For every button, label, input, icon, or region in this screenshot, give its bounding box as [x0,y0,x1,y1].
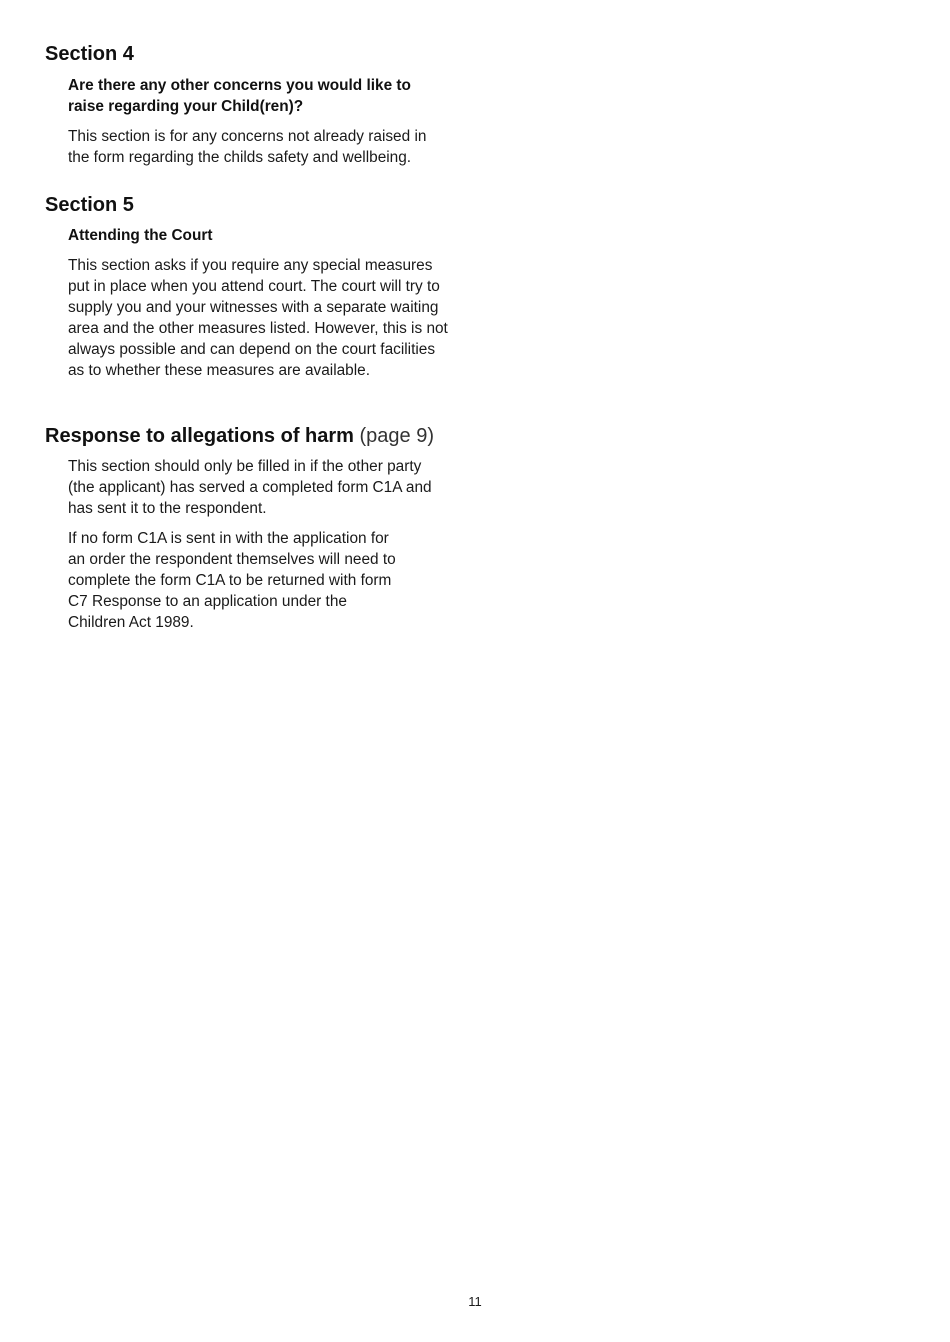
response-heading-title: Response to allegations of harm [45,425,354,447]
section-4-heading: Section 4 [45,43,134,65]
response-paragraph-2: If no form C1A is sent in with the application for an order the respondent themselves will need to complete the form C1A to be returned with form C7 Response to an application under the Children Act 1989. [68,530,396,631]
page-number: 11 [468,1294,482,1309]
response-heading [45,423,434,449]
section-4-body: This section is for any concerns not already raised in the form regarding the childs safety and wellbeing. [68,128,427,166]
section-4-question: Are there any other concerns you would like to raise regarding your Child(ren)? [68,77,411,115]
section-5-heading: Section 5 [45,194,134,216]
response-paragraph-1: This section should only be filled in if the other party (the applicant) has served a completed form C1A and has sent it to the respondent. [68,458,432,517]
section-5-subtitle: Attending the Court [68,227,213,244]
section-5-body: This section asks if you require any special measures put in place when you attend court. The court will try to supply you and your witnesses with a separate waiting area and the other measures listed. However, this is not always possible and can depend on the court facilities as to whether these measures are available. [68,257,448,379]
response-heading-page-ref: (page 9) [359,425,435,447]
